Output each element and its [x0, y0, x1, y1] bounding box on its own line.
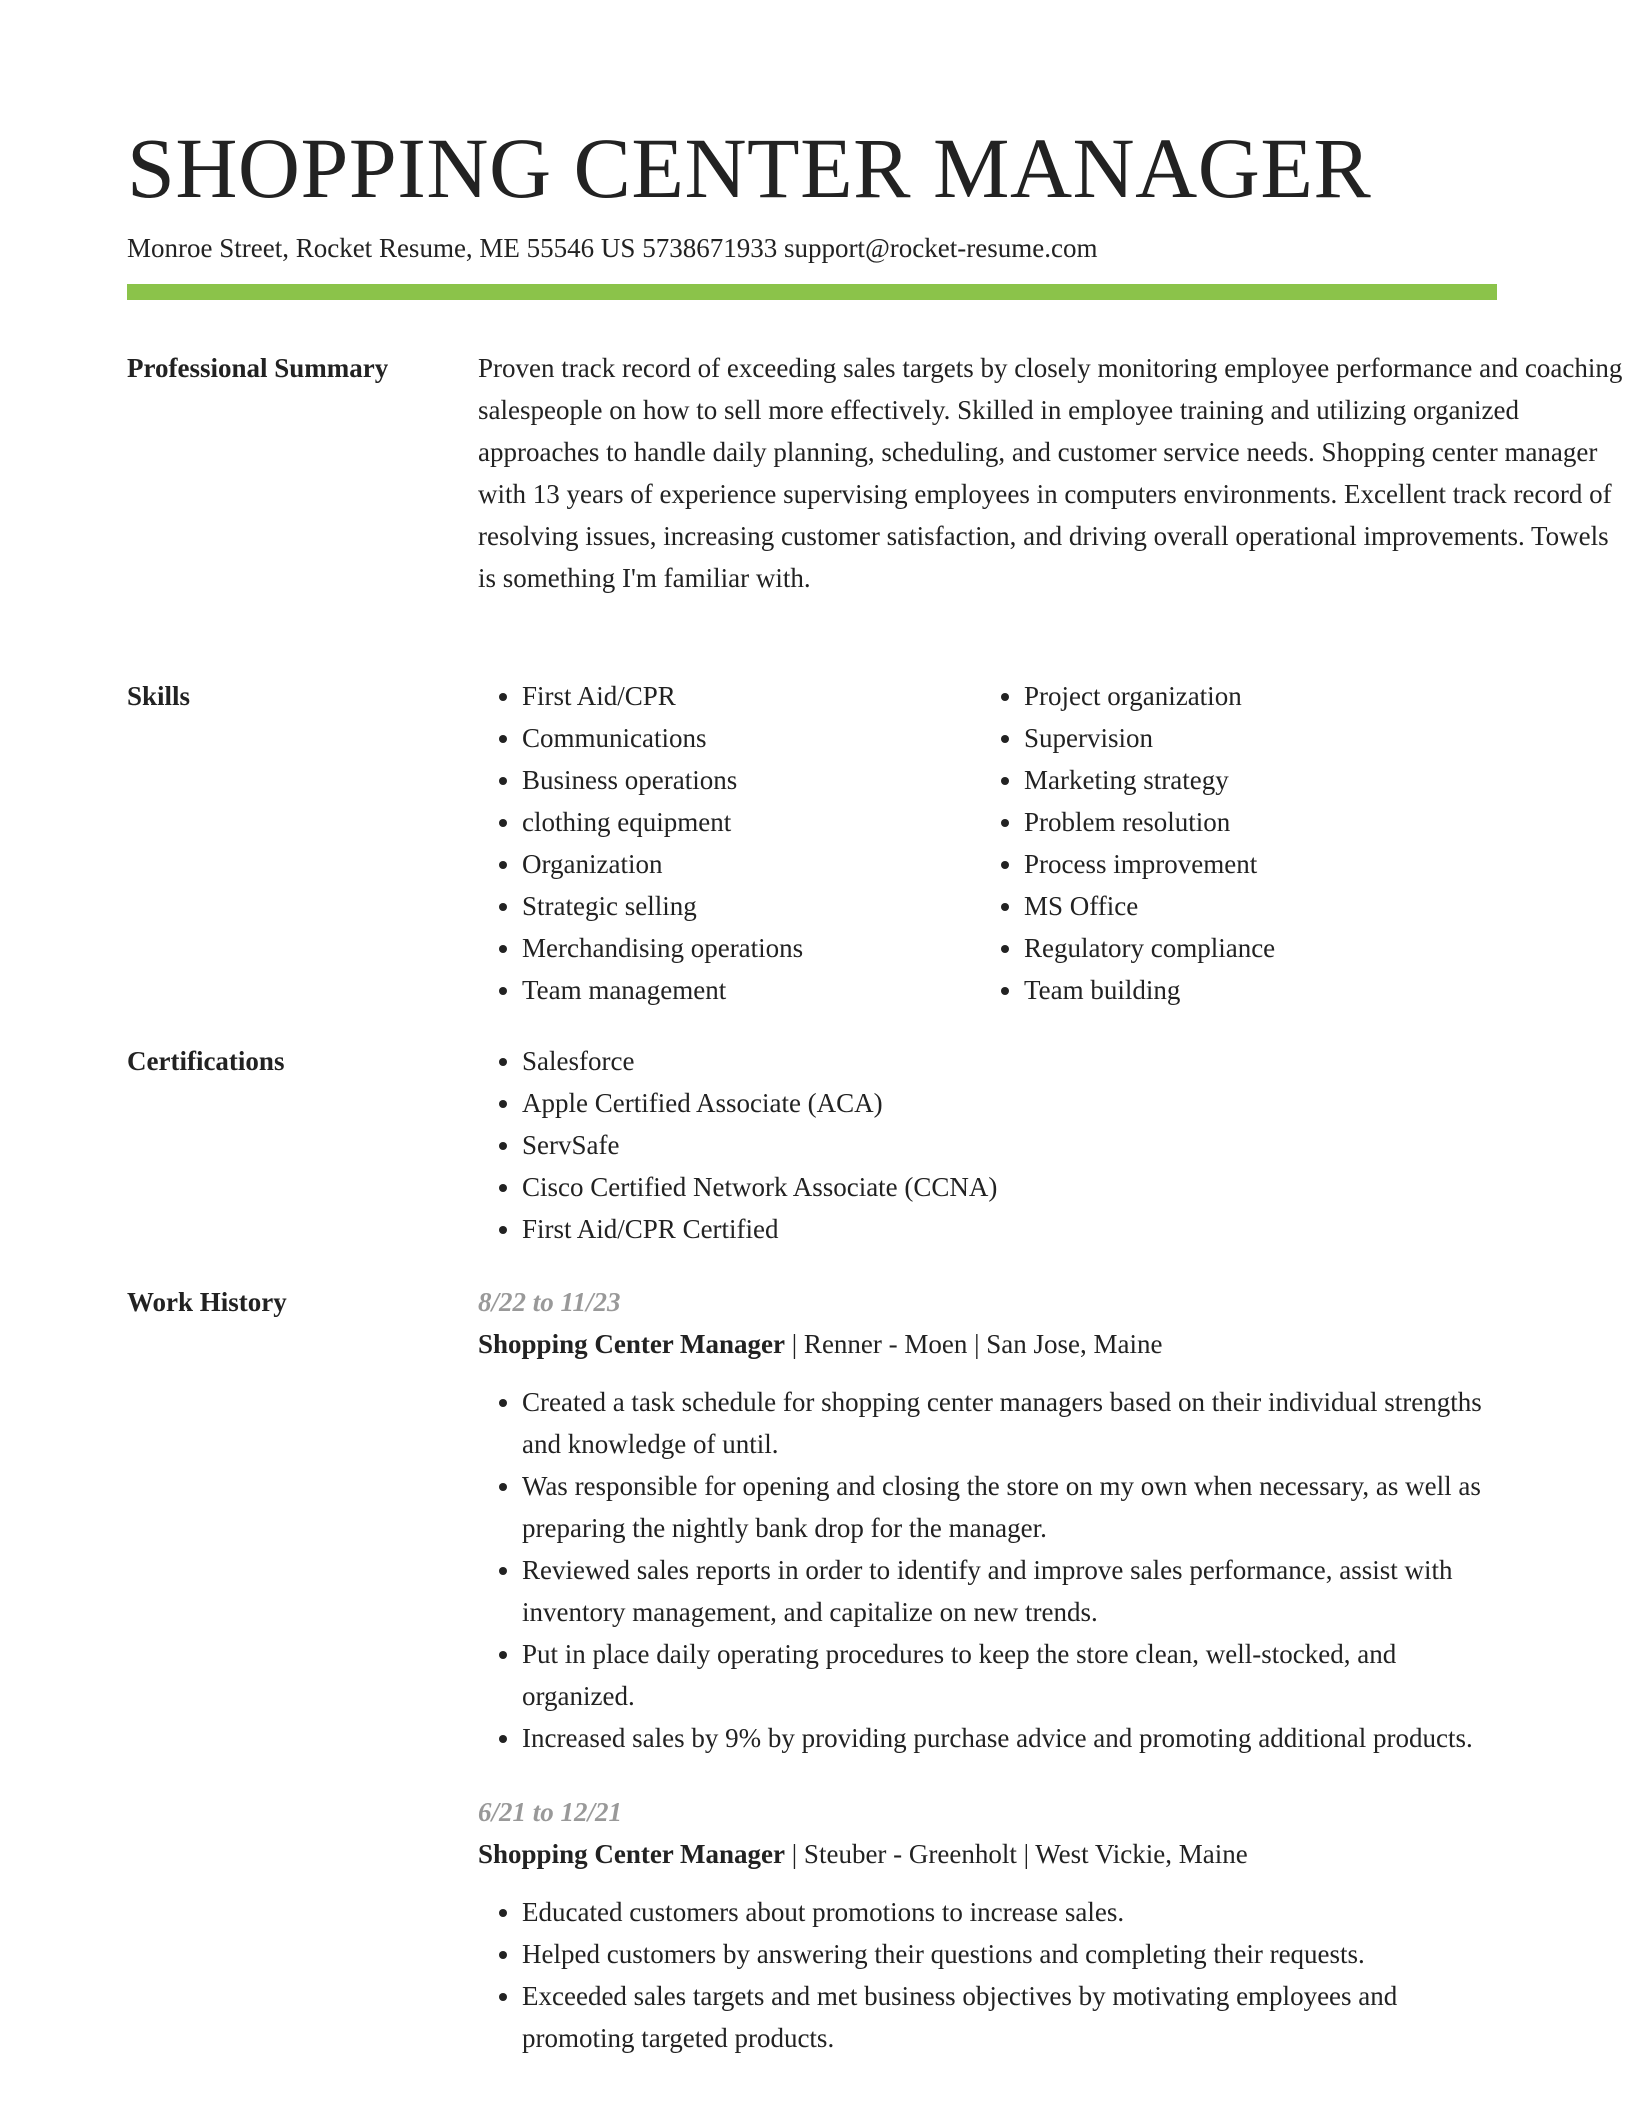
job-bullet: • Educated customers about promotions to increase sales. — [522, 1891, 1502, 1933]
skill-item: • Problem resolution — [1024, 801, 1524, 843]
skill-item: • Business operations — [522, 759, 1022, 801]
job-title: Shopping Center Manager — [478, 1839, 786, 1869]
certifications-body — [478, 1040, 1623, 1250]
skill-item: • Supervision — [1024, 717, 1524, 759]
job-bullet-list — [478, 1891, 1623, 2059]
work-history-body — [478, 1281, 1623, 2059]
skill-item: • Regulatory compliance — [1024, 927, 1524, 969]
job-bullet: • Reviewed sales reports in order to identify and improve sales performance, assist with inventory management, and capitalize on new trends. — [522, 1549, 1502, 1633]
job-heading — [478, 1833, 1623, 1875]
job-entry — [478, 1791, 1623, 2059]
job-bullet: • Put in place daily operating procedures to keep the store clean, well-stocked, and organized. — [522, 1633, 1502, 1717]
skill-item: • Merchandising operations — [522, 927, 1022, 969]
resume-title: SHOPPING CENTER MANAGER — [127, 120, 1372, 216]
skill-item: • Strategic selling — [522, 885, 1022, 927]
job-dates: 6/21 to 12/21 — [478, 1797, 623, 1827]
skill-item: • Team management — [522, 969, 1022, 1011]
skill-item: • MS Office — [1024, 885, 1524, 927]
certifications-heading: Certifications — [127, 1046, 285, 1076]
skill-item: • Process improvement — [1024, 843, 1524, 885]
skill-item: • Organization — [522, 843, 1022, 885]
summary-text: Proven track record of exceeding sales targets by closely monitoring employee performance and coaching salespeople on how to sell more effectively. Skilled in employee training and utilizing organized approaches to handle daily planning, scheduling, and customer service needs. Shopping center manager with 13 years of experience supervising employees in computers environments. Excellent track record of resolving issues, increasing customer satisfaction, and driving overall operational improvements. Towels is something I'm familiar with. — [478, 353, 1623, 593]
skill-item: • clothing equipment — [522, 801, 1022, 843]
contact-line: Monroe Street, Rocket Resume, ME 55546 US 5738671933 support@rocket-resume.com — [127, 233, 1098, 263]
certification-item: • Salesforce — [522, 1040, 1623, 1082]
skill-item: • Team building — [1024, 969, 1524, 1011]
accent-divider — [127, 284, 1497, 300]
certification-item: • ServSafe — [522, 1124, 1623, 1166]
job-entry — [478, 1281, 1623, 1759]
certifications-list — [478, 1040, 1623, 1250]
skill-item: • Project organization — [1024, 675, 1524, 717]
summary-heading: Professional Summary — [127, 353, 389, 383]
job-title: Shopping Center Manager — [478, 1329, 786, 1359]
skill-item: • Communications — [522, 717, 1022, 759]
job-bullet: • Was responsible for opening and closing the store on my own when necessary, as well as preparing the nightly bank drop for the manager. — [522, 1465, 1502, 1549]
job-company-location: | Steuber - Greenholt | West Vickie, Maine — [785, 1839, 1248, 1869]
job-bullet: • Helped customers by answering their questions and completing their requests. — [522, 1933, 1502, 1975]
skills-heading: Skills — [127, 681, 191, 711]
skill-item: • Marketing strategy — [1024, 759, 1524, 801]
job-bullet: • Increased sales by 9% by providing purchase advice and promoting additional products. — [522, 1717, 1502, 1759]
skill-item: • First Aid/CPR — [522, 675, 1022, 717]
job-dates: 8/22 to 11/23 — [478, 1287, 621, 1317]
certification-item: • Cisco Certified Network Associate (CCNA) — [522, 1166, 1623, 1208]
certification-item: • Apple Certified Associate (ACA) — [522, 1082, 1623, 1124]
skills-list-right — [980, 675, 1524, 1011]
job-bullet: • Exceeded sales targets and met business objectives by motivating employees and promoting targeted products. — [522, 1975, 1502, 2059]
job-bullet: • Created a task schedule for shopping center managers based on their individual strengths and knowledge of until. — [522, 1381, 1502, 1465]
work-history-heading: Work History — [127, 1287, 287, 1317]
skills-list-left — [478, 675, 1022, 1011]
certification-item: • First Aid/CPR Certified — [522, 1208, 1623, 1250]
job-bullet-list — [478, 1381, 1623, 1759]
summary-body — [478, 347, 1623, 599]
job-company-location: | Renner - Moen | San Jose, Maine — [785, 1329, 1163, 1359]
job-heading — [478, 1323, 1623, 1365]
